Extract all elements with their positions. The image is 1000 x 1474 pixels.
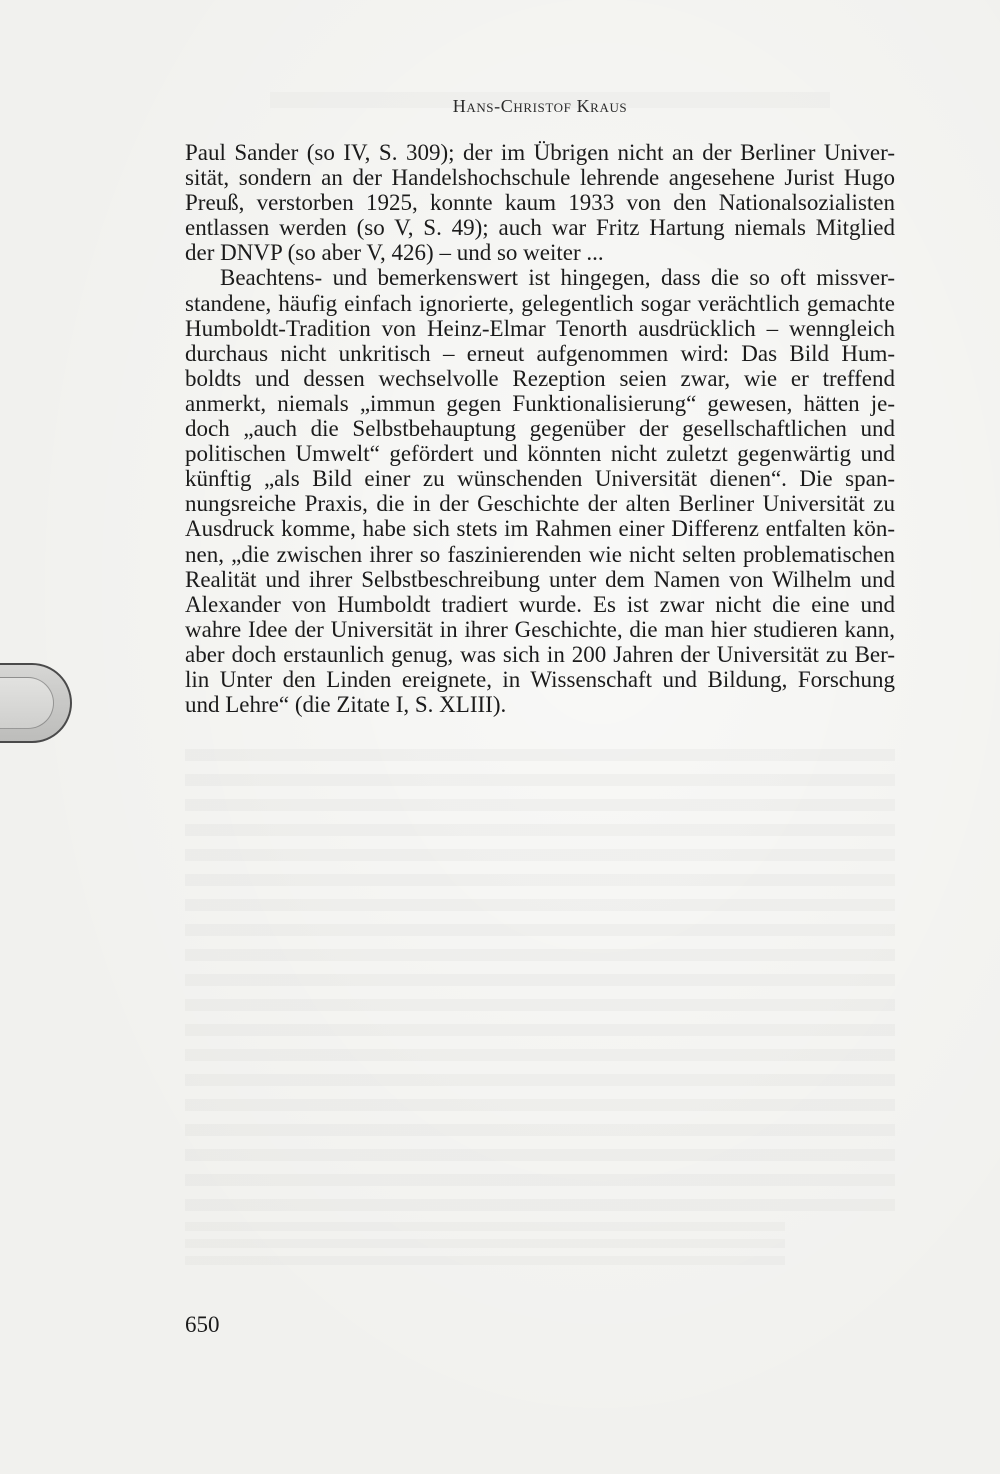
body-text-line: sität, sondern an der Handelshochschule lehrende angesehene Jurist Hugo [185, 165, 895, 191]
body-text-line: Humboldt-Tradition von Heinz-Elmar Tenorth ausdrücklich – wenngleich [185, 315, 895, 341]
running-head: Hans-Christof Kraus [452, 96, 628, 116]
body-text-line: wahre Idee der Universität in ihrer Geschichte, die man hier studieren kann, [185, 616, 895, 642]
body-text-line: Preuß, verstorben 1925, konnte kaum 1933 von den Nationalsozialisten [185, 190, 895, 216]
body-text-line: künftig „als Bild einer zu wünschenden Universität dienen“. Die span- [185, 466, 895, 492]
paper-clip-inner-loop [0, 677, 54, 729]
body-text-line: Ausdruck komme, habe sich stets im Rahmen einer Differenz entfalten kön- [185, 516, 895, 542]
body-text-line: doch „auch die Selbstbehauptung gegenüber der gesellschaftlichen und [185, 416, 895, 442]
body-text-line: Alexander von Humboldt tradiert wurde. Es ist zwar nicht die eine und [185, 591, 895, 617]
body-text-line: Realität und ihrer Selbstbeschreibung unter dem Namen von Wilhelm und [185, 566, 895, 592]
show-through-shadow [185, 742, 895, 1212]
body-text-line: anmerkt, niemals „immun gegen Funktionalisierung“ gewesen, hätten je- [185, 390, 895, 416]
body-text-line: nen, „die zwischen ihrer so faszinierenden wie nicht selten problematischen [185, 541, 895, 567]
body-text-line: entlassen werden (so V, S. 49); auch war Fritz Hartung niemals Mitglied [185, 215, 895, 241]
body-text-line: boldts und dessen wechselvolle Rezeption seien zwar, wie er treffend [185, 365, 895, 391]
body-text-line: Beachtens- und bemerkenswert ist hingegen, dass die so oft missver- [220, 265, 895, 291]
body-text-line: politischen Umwelt“ gefördert und könnten nicht zuletzt gegenwärtig und [185, 441, 895, 467]
body-text-line: standene, häufig einfach ignorierte, gelegentlich sogar verächtlich gemachte [185, 290, 895, 316]
body-text-line: durchaus nicht unkritisch – erneut aufgenommen wird: Das Bild Hum- [185, 340, 895, 366]
body-text-line: nungsreiche Praxis, die in der Geschichte der alten Berliner Universität zu [185, 491, 895, 517]
body-text-line: und Lehre“ (die Zitate I, S. XLIII). [185, 692, 507, 718]
text-block [185, 140, 895, 717]
body-text-line: lin Unter den Linden ereignete, in Wissenschaft und Bildung, Forschung [185, 666, 895, 692]
show-through-shadow [185, 1218, 785, 1268]
page-number: 650 [185, 1312, 220, 1337]
body-text-line: der DNVP (so aber V, 426) – und so weiter ... [185, 240, 604, 266]
body-text-line: aber doch erstaunlich genug, was sich in 200 Jahren der Universität zu Ber- [185, 641, 895, 667]
body-text-line: Paul Sander (so IV, S. 309); der im Übrigen nicht an der Berliner Univer- [185, 140, 895, 165]
paper-clip [0, 663, 72, 743]
